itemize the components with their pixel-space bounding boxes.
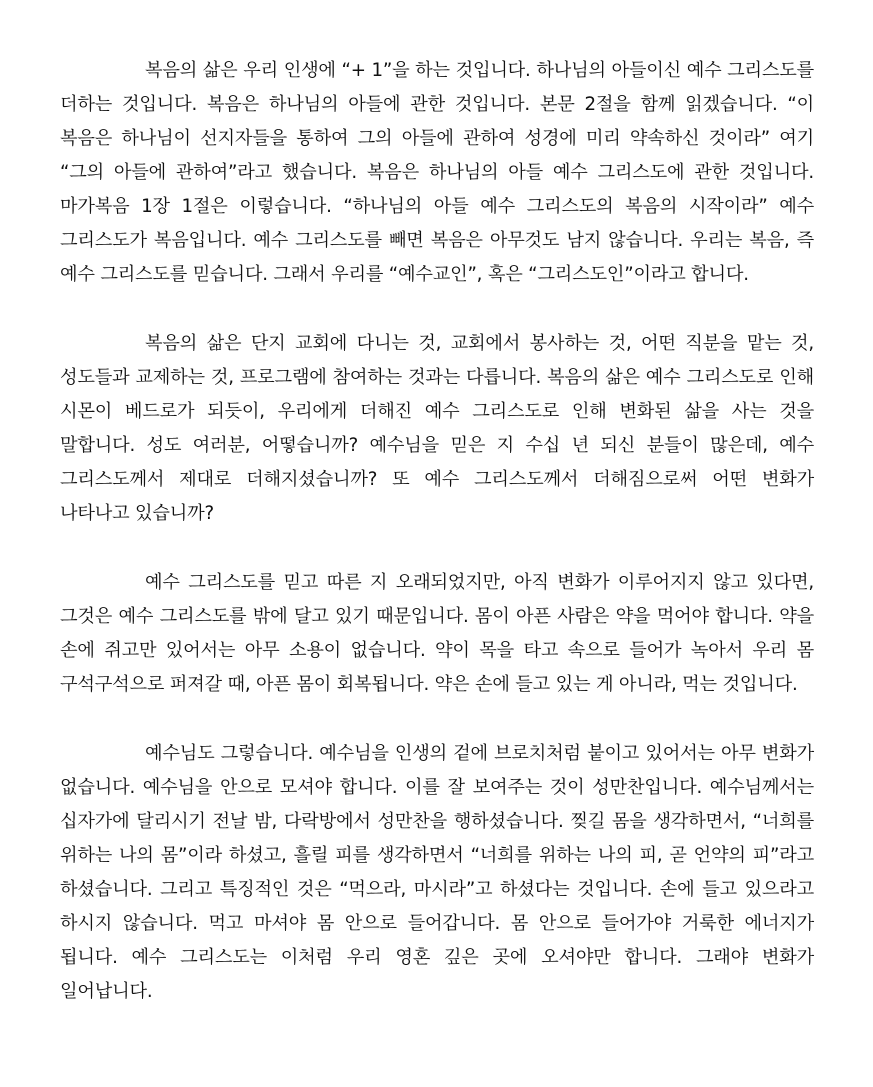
document-page (60, 54, 814, 1009)
paragraph-4: 예수님도 그렇습니다. 예수님을 인생의 겉에 브로치처럼 붙이고 있어서는 아무 변화가 없습니다. 예수님을 안으로 모셔야 합니다. 이를 잘 보여주는 것이 성만찬입니다. 예수님께서는 십자가에 달리시기 전날 밤, 다락방에서 성만찬을 행하셨습니다. 찢길 몸을 생각하면서, “너희를 위하는 나의 몸”이라 하셨고, 흘릴 피를 생각하면서 “너희를 위하는 나의 피, 곧 언약의 피”라고 하셨습니다. 그리고 특징적인 것은 “먹으라, 마시라”고 하셨다는 것입니다. 손에 들고 있으라고 하시지 않습니다. 먹고 마셔야 몸 안으로 들어갑니다. 몸 안으로 들어가야 거룩한 에너지가 됩니다. 예수 그리스도는 이처럼 우리 영혼 깊은 곳에 오셔야만 합니다. 그래야 변화가 일어납니다. (60, 743, 814, 1002)
paragraph-1: 복음의 삶은 우리 인생에 “+ 1”을 하는 것입니다. 하나님의 아들이신 예수 그리스도를 더하는 것입니다. 복음은 하나님의 아들에 관한 것입니다. 본문 2절을 함께 읽겠습니다. “이 복음은 하나님이 선지자들을 통하여 그의 아들에 관하여 성경에 미리 약속하신 것이라” 여기 “그의 아들에 관하여”라고 했습니다. 복음은 하나님의 아들 예수 그리스도에 관한 것입니다. 마가복음 1장 1절은 이렇습니다. “하나님의 아들 예수 그리스도의 복음의 시작이라” 예수 그리스도가 복음입니다. 예수 그리스도를 빼면 복음은 아무것도 남지 않습니다. 우리는 복음, 즉 예수 그리스도를 믿습니다. 그래서 우리를 “예수교인”, 혹은 “그리스도인”이라고 합니다. (60, 60, 814, 285)
paragraph-2: 복음의 삶은 단지 교회에 다니는 것, 교회에서 봉사하는 것, 어떤 직분을 맡는 것, 성도들과 교제하는 것, 프로그램에 참여하는 것과는 다릅니다. 복음의 삶은 예수 그리스도로 인해 시몬이 베드로가 되듯이, 우리에게 더해진 예수 그리스도로 인해 변화된 삶을 사는 것을 말합니다. 성도 여러분, 어떻습니까? 예수님을 믿은 지 수십 년 되신 분들이 많은데, 예수 그리스도께서 제대로 더해지셨습니까? 또 예수 그리스도께서 더해짐으로써 어떤 변화가 나타나고 있습니까? (60, 333, 814, 524)
paragraph-3: 예수 그리스도를 믿고 따른 지 오래되었지만, 아직 변화가 이루어지지 않고 있다면, 그것은 예수 그리스도를 밖에 달고 있기 때문입니다. 몸이 아픈 사람은 약을 먹어야 합니다. 약을 손에 쥐고만 있어서는 아무 소용이 없습니다. 약이 목을 타고 속으로 들어가 녹아서 우리 몸 구석구석으로 퍼져갈 때, 아픈 몸이 회복됩니다. 약은 손에 들고 있는 게 아니라, 먹는 것입니다. (60, 572, 814, 695)
